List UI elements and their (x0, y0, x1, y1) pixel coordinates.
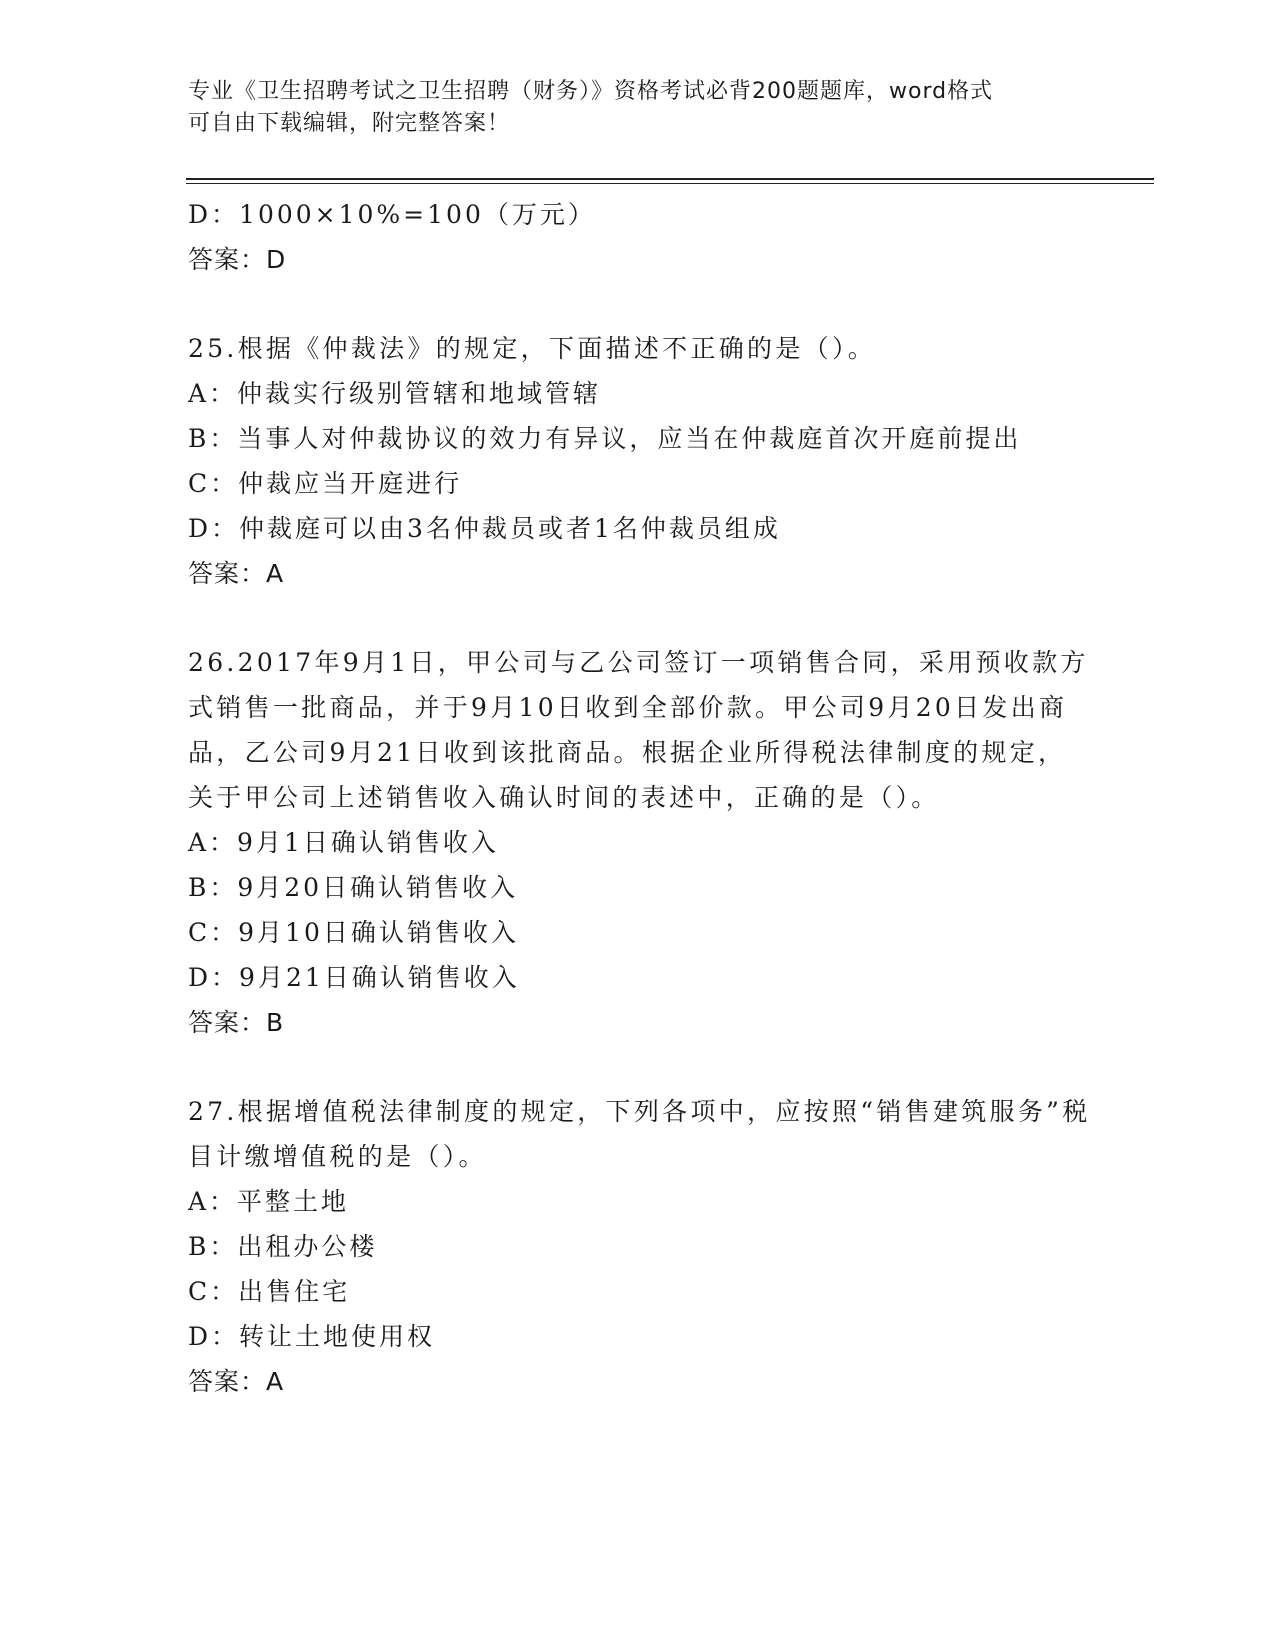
header-rule-thin (186, 183, 1154, 184)
header-rule-thick (186, 178, 1154, 180)
question-stem: 27.根据增值税法律制度的规定，下列各项中，应按照“销售建筑服务”税目计缴增值税的是（）。 (188, 1097, 1091, 1171)
option-a: A：9月1日确认销售收入 (188, 828, 499, 857)
question-25 (188, 326, 1088, 596)
question-answer: 答案：A (188, 559, 285, 588)
header-line-1: 专业《卫生招聘考试之卫生招聘（财务）》资格考试必背200题题库，word格式 (188, 79, 994, 104)
option-b: B：出租办公楼 (188, 1232, 378, 1261)
question-answer: 答案：B (188, 1008, 285, 1037)
spacer (188, 282, 1088, 326)
option-a: A：平整土地 (188, 1187, 350, 1216)
document-body (188, 192, 1091, 1404)
option-a: A：仲裁实行级别管辖和地域管辖 (188, 379, 602, 408)
option-c: C：仲裁应当开庭进行 (188, 469, 463, 498)
option-c: C：9月10日确认销售收入 (188, 918, 519, 947)
question-stem: 26.2017年9月1日，甲公司与乙公司签订一项销售合同，采用预收款方式销售一批商品，并于9月10日收到全部价款。甲公司9月20日发出商品，乙公司9月21日收到该批商品。根据企业所得税法律制度的规定，关于甲公司上述销售收入确认时间的表述中，正确的是（）。 (188, 648, 1089, 812)
option-b: B：当事人对仲裁协议的效力有异议，应当在仲裁庭首次开庭前提出 (188, 424, 1022, 453)
question-answer: 答案：A (188, 1367, 285, 1396)
question-stem: 25.根据《仲裁法》的规定，下面描述不正确的是（）。 (188, 334, 877, 363)
prev-option-d: D：1000×10%=100（万元） (188, 200, 596, 229)
option-d: D：9月21日确认销售收入 (188, 963, 520, 992)
option-c: C：出售住宅 (188, 1277, 351, 1306)
header-line-2: 可自由下载编辑，附完整答案！ (188, 111, 511, 136)
spacer (188, 1045, 1088, 1089)
question-27 (188, 1089, 1091, 1404)
document-header (188, 76, 1068, 140)
question-26 (188, 640, 1088, 1045)
option-d: D：仲裁庭可以由3名仲裁员或者1名仲裁员组成 (188, 514, 781, 543)
option-d: D：转让土地使用权 (188, 1322, 436, 1351)
option-b: B：9月20日确认销售收入 (188, 873, 519, 902)
prev-answer: 答案：D (188, 245, 287, 274)
spacer (188, 596, 1088, 640)
